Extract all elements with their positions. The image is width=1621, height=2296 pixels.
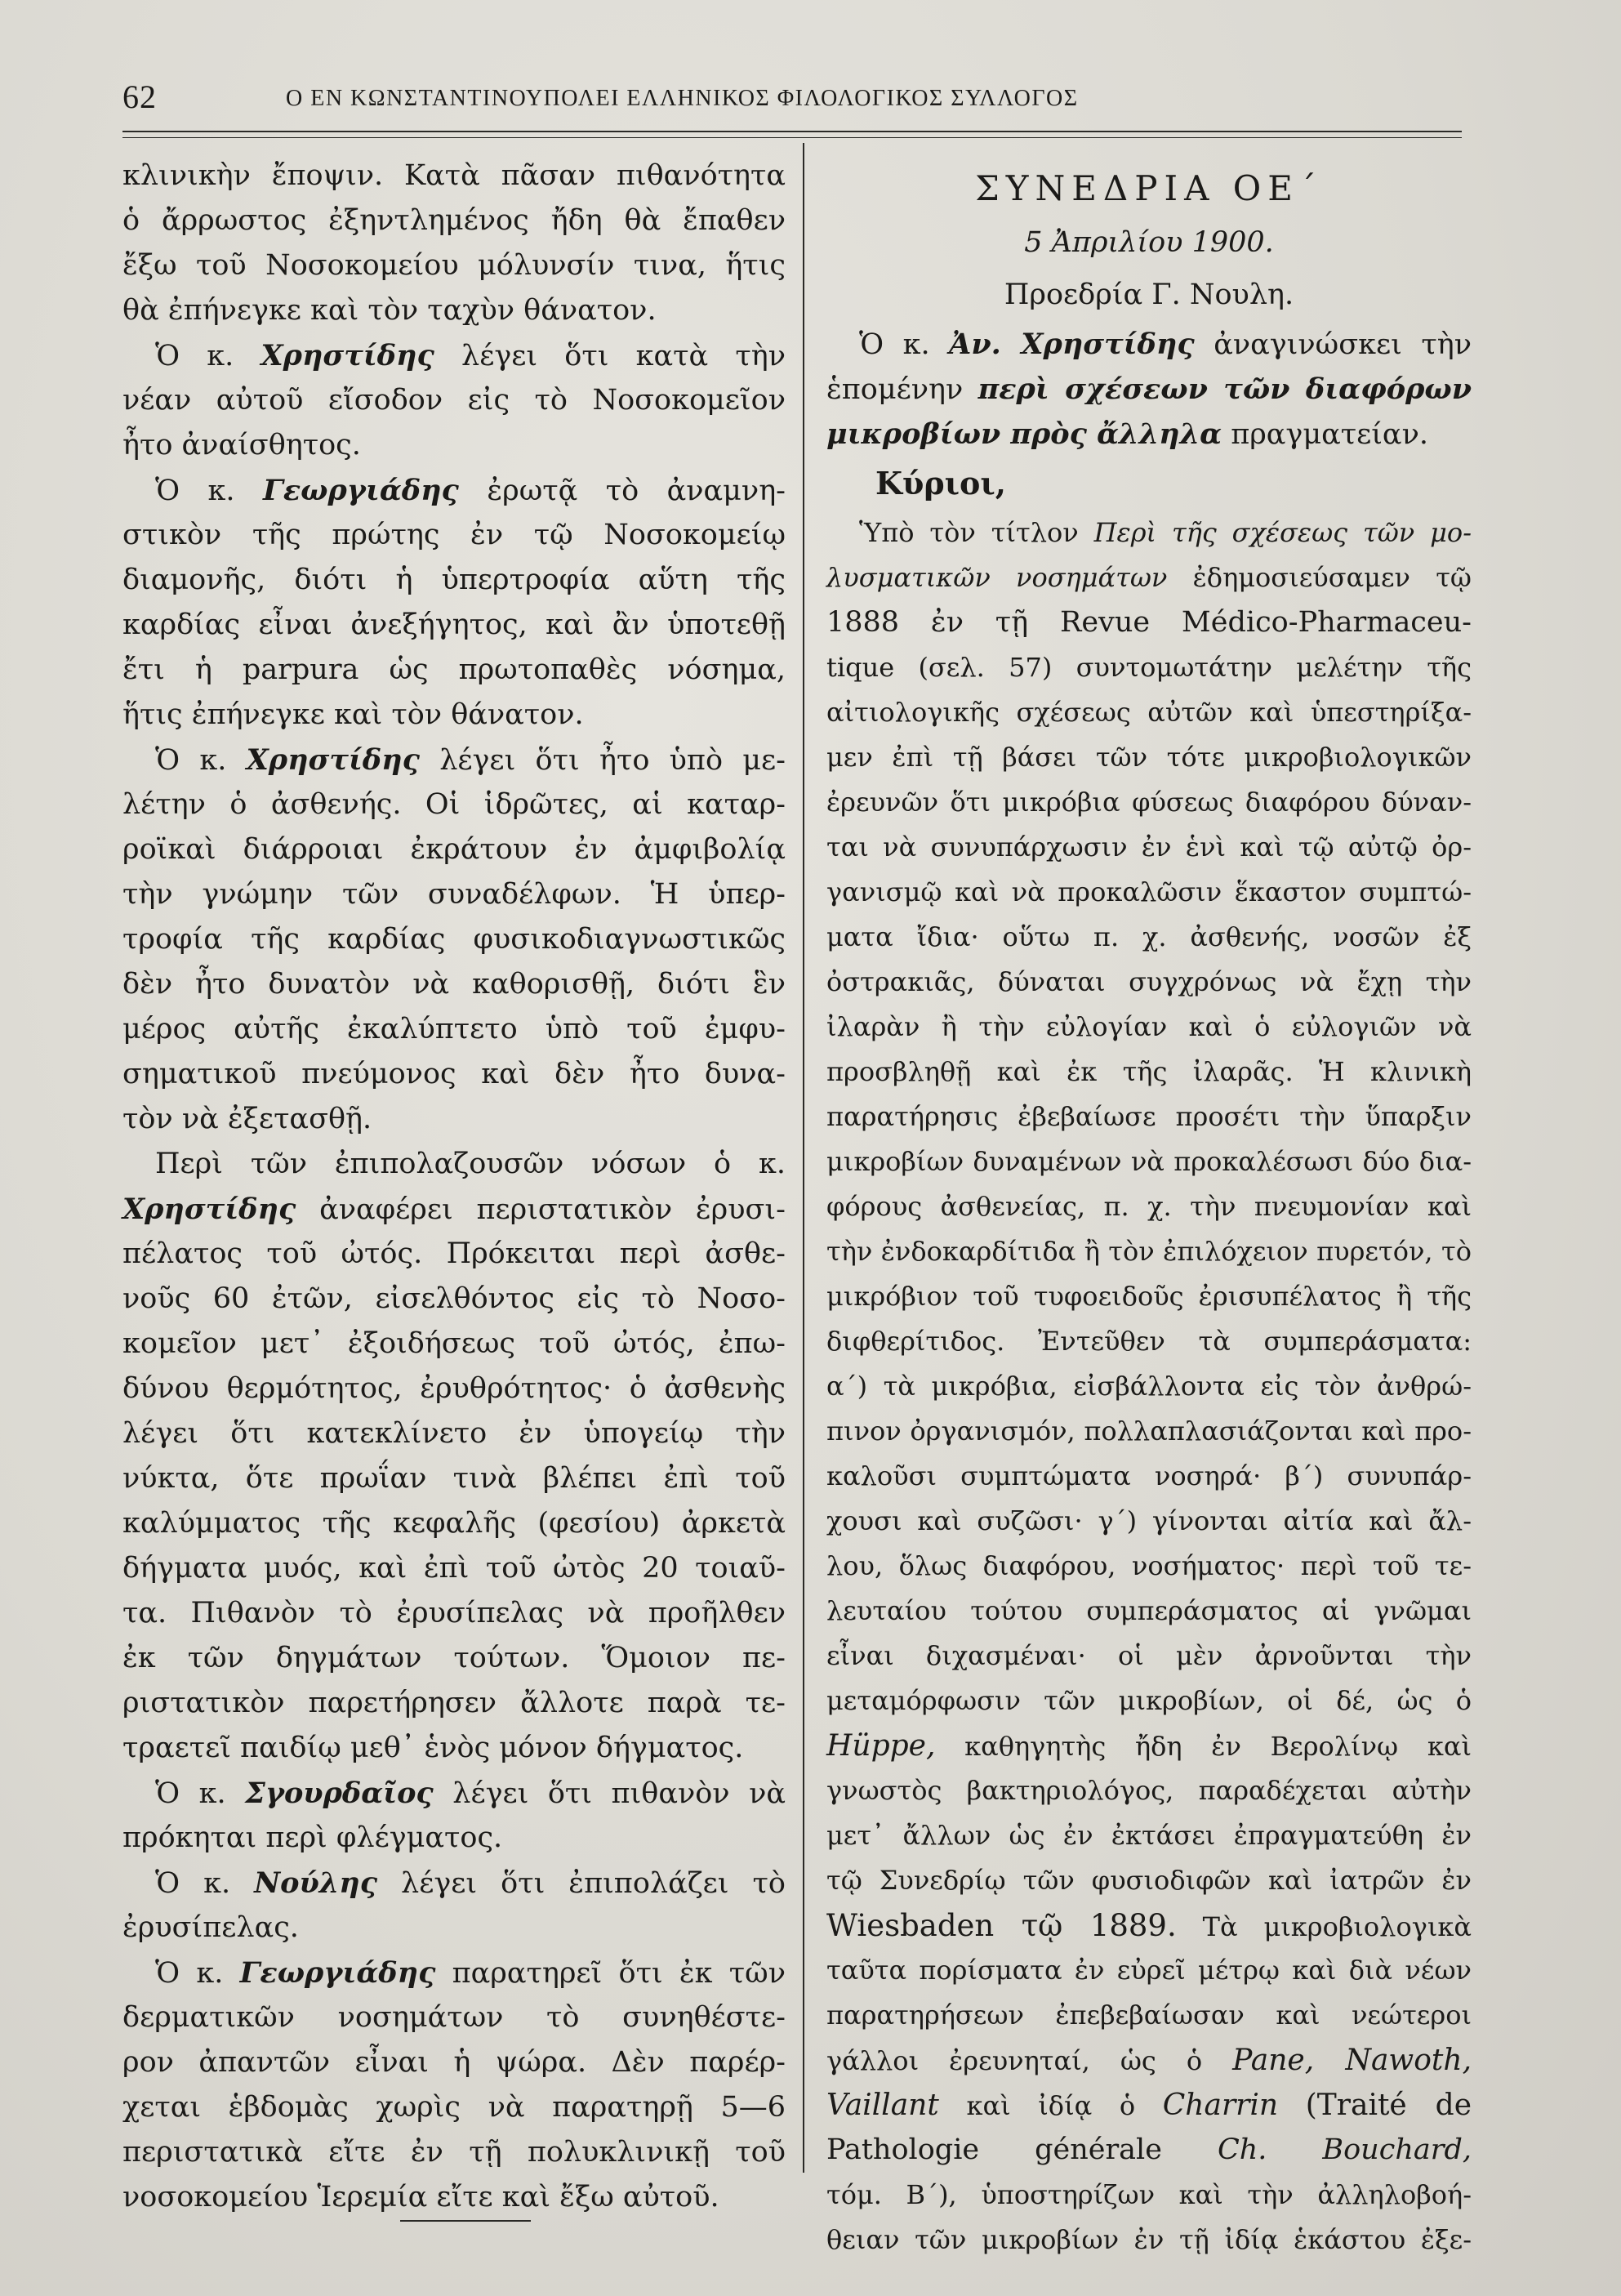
text-fragment: πραγματείαν. [1231,418,1428,451]
text-line: προσβληθῇ καὶ ἐκ τῆς ἰλαρᾶς. Ἡ κλινικὴ [826,1056,1472,1087]
text-line: πέλατος τοῦ ὠτός. Πρόκειται περὶ ἀσθε- [122,1237,786,1270]
speaker-prefix: Ὁ κ. [155,1777,226,1810]
text-line [122,333,786,378]
session-presidency: Προεδρία Γ. Νουλη. [1004,279,1294,311]
speaker-name: Χρηστίδης [246,743,420,777]
text-line: λου, ὅλως διαφόρου, νοσήματος· περὶ τοῦ τε- [826,1550,1472,1581]
text-line: τροφία τῆς καρδίας φυσικοδιαγνωστικῶς [122,923,786,956]
text-line: νύκτα, ὅτε πρωΐαν τινὰ βλέπει ἐπὶ τοῦ [122,1462,786,1495]
text-fragment: λέγει ὅτι ἐπιπολάζει τὸ [401,1867,786,1900]
text-line: ματα ἴδια· οὕτω π. χ. ἀσθενής, νοσῶν ἐξ [826,921,1472,952]
text-line: αἰτιολογικῆς σχέσεως αὐτῶν καὶ ὑπεστηρίξα- [826,697,1472,728]
speaker-prefix: Ὁ κ. [155,1867,231,1900]
text-line: δερματικῶν νοσημάτων τὸ συνηθέστε- [122,2001,786,2034]
text-line: πρόκηται περὶ φλέγματος. [122,1821,503,1854]
text-fragment: λέγει ὅτι ἦτο ὑπὸ με- [439,744,786,777]
text-line: λευταίου τούτου συμπεράσματος αἱ γνῶμαι [826,1595,1472,1626]
text-line: ταῦτα πορίσματα ἐν εὐρεῖ μέτρῳ καὶ διὰ νέων [826,1955,1472,1986]
text-line: μεν ἐπὶ τῇ βάσει τῶν τότε μικροβιολογικῶν [826,742,1472,773]
text-line: τα. Πιθανὸν τὸ ἐρυσίπελας νὰ προῆλθεν [122,1597,786,1629]
text-line [826,1723,1472,1768]
footnote-rule [400,2220,531,2222]
text-fragment: γάλλοι ἐρευνηταί, ὡς ὁ [826,2045,1203,2076]
text-fragment: ἐδημοσιεύσαμεν τῷ [1192,562,1472,593]
text-fragment: λέγει ὅτι πιθανὸν νὰ [452,1777,786,1810]
text-fragment: ἀναφέρει περιστατικὸν ἐρυσι- [319,1193,786,1226]
text-line: ὀστρακιᾶς, δύναται συγχρόνως νὰ ἔχῃ τὴν [826,966,1472,997]
text-line: γανισμῷ καὶ νὰ προκαλῶσιν ἕκαστον συμπτώ- [826,876,1472,907]
text-line: ρον ἀπαντῶν εἶναι ἡ ψώρα. Δὲν παρέρ- [122,2046,786,2079]
text-line: πινον ὀργανισμόν, πολλαπλασιάζονται καὶ προ- [826,1415,1472,1447]
speaker-prefix: Ὁ κ. [859,328,930,361]
person-name: Hüppe, [826,1729,936,1763]
text-line: ριστατικὸν παρετήρησεν ἄλλοτε παρὰ τε- [122,1687,786,1719]
text-line [122,468,786,513]
speaker-prefix: Ὁ κ. [155,340,234,372]
header-rule-secondary [122,137,1462,138]
speaker-prefix: Ὁ κ. [155,1957,224,1990]
text-line [826,367,1472,412]
text-line: καλοῦσι συμπτώματα νοσηρά· β΄) συνυπάρ- [826,1460,1472,1491]
text-line: τὴν ἐνδοκαρδίτιδα ἢ τὸν ἐπιλόχειον πυρετόν, τὸ [826,1236,1472,1267]
text-line: νοσοκομείου Ἱερεμία εἴτε καὶ ἔξω αὐτοῦ. [122,2181,719,2214]
text-line: ἐρευνῶν ὅτι μικρόβια φύσεως διαφόρου δύναν- [826,787,1472,818]
text-line: ὁ ἄρρωστος ἐξηντλημένος ἤδη θὰ ἔπαθεν [122,204,786,237]
text-fragment: (Traité de [1305,2089,1472,2122]
text-line: νέαν αὐτοῦ εἴσοδον εἰς τὸ Νοσοκομεῖον [122,384,786,417]
text-fragment: καθηγητὴς ἤδη ἐν Βερολίνῳ καὶ [964,1731,1472,1762]
text-line [826,322,1472,367]
header-rule [122,131,1462,132]
text-fragment: Ὑπὸ τὸν τίτλον [859,517,1079,548]
text-line: λέτην ὁ ἀσθενής. Οἱ ἱδρῶτες, αἱ καταρ- [122,788,786,821]
page-number: 62 [122,78,157,115]
text-line: tique (σελ. 57) συντομωτάτην μελέτην τῆς [826,652,1472,683]
salutation: Κύριοι, [875,465,1007,502]
speaker-prefix: Ὁ κ. [155,744,227,777]
text-line [122,1950,786,1995]
person-name: Vaillant [826,2089,939,2122]
text-line: δύνου θερμότητος, ἐρυθρότητος· ὁ ἀσθενὴς [122,1372,786,1405]
text-fragment: καὶ ἰδίᾳ ὁ [966,2090,1136,2121]
speaker-name: Νούλης [254,1866,378,1900]
text-line: ἥτις ἐπήνεγκε καὶ τὸν θάνατον. [122,698,584,731]
text-fragment: παρατηρεῖ ὅτι ἐκ τῶν [452,1957,786,1990]
text-fragment: Τὰ μικροβιολογικὰ [1202,1911,1472,1942]
text-line: μικρόβιον τοῦ τυφοειδοῦς ἐρισυπέλατος ἢ τῆς [826,1281,1472,1312]
text-line: κλινικὴν ἔποψιν. Κατὰ πᾶσαν πιθανότητα [122,159,786,192]
cited-title: λυσματικῶν νοσημάτων [826,562,1168,593]
text-line [826,2038,1472,2083]
text-line: διαμονῆς, διότι ἡ ὑπερτροφία αὕτη τῆς [122,564,786,596]
text-fragment: ἐρωτᾷ τὸ ἀναμνη- [487,475,786,507]
session-date: 5 Ἀπριλίου 1900. [1024,226,1274,259]
speaker-name: Ἀν. Χρηστίδης [949,328,1195,361]
speaker-name: Χρηστίδης [122,1193,296,1226]
person-name: Charrin [1162,2089,1279,2122]
speaker-name: Σγουρδαῖος [245,1777,434,1810]
speaker-name: Γεωργιάδης [239,1956,436,1990]
text-line: τραετεῖ παιδίῳ μεθ᾽ ἑνὸς μόνον δήγματος. [122,1732,744,1764]
text-line: ἔτι ἡ parpura ὡς πρωτοπαθὲς νόσημα, [122,653,786,686]
text-line: λέγει ὅτι κατεκλίνετο ἐν ὑπογείῳ τὴν [122,1417,786,1450]
text-line: χουσι καὶ συζῶσι· γ΄) γίνονται αἰτία καὶ ἄλ- [826,1505,1472,1536]
text-line: τόμ. Β΄), ὑποστηρίζων καὶ τὴν ἀλληλοβοή- [826,2179,1472,2210]
text-line: ἰλαρὰν ἢ τὴν εὐλογίαν καὶ ὁ εὐλογιῶν νὰ [826,1011,1472,1042]
text-line: τὴν γνώμην τῶν συναδέλφων. Ἡ ὑπερ- [122,878,786,911]
text-line: ἐρυσίπελας. [122,1911,299,1944]
text-line: ται νὰ συνυπάρχωσιν ἐν ἑνὶ καὶ τῷ αὐτῷ ὀρ- [826,831,1472,863]
column-divider [803,143,804,2173]
text-line: μεταμόρφωσιν τῶν μικροβίων, οἱ δέ, ὡς ὁ [826,1685,1472,1716]
text-line [826,510,1472,555]
text-line: τὸν νὰ ἐξετασθῇ. [122,1103,372,1135]
session-title: ΣΥΝΕΔΡΙΑ ΟΕ΄ [975,168,1323,208]
text-line: μέρος αὐτῆς ἐκαλύπτετο ὑπὸ τοῦ ἐμφυ- [122,1013,786,1045]
text-line: γνωστὸς βακτηριολόγος, παραδέχεται αὐτὴν [826,1775,1472,1806]
text-fragment: Wiesbaden τῷ 1889. [826,1908,1177,1943]
page-header [122,78,1462,127]
text-line: θὰ ἐπήνεγκε καὶ τὸν ταχὺν θάνατον. [122,294,657,327]
text-line: εἶναι διχασμέναι· οἱ μὲν ἀρνοῦνται τὴν [826,1640,1472,1671]
text-line: θειαν τῶν μικροβίων ἐν τῇ ἰδίᾳ ἑκάστου ἐξε- [826,2224,1472,2255]
text-line: χεται ἑβδομὰς χωρὶς νὰ παρατηρῇ 5—6 [122,2091,786,2124]
text-line: 1888 ἐν τῇ Revue Médico-Pharmaceu- [826,606,1472,639]
text-line: α΄) τὰ μικρόβια, εἰσβάλλοντα εἰς τὸν ἀνθρώ- [826,1371,1472,1402]
text-line: καλύμματος τῆς κεφαλῆς (φεσίου) ἀρκετὰ [122,1507,786,1540]
text-line: παρατήρησις ἐβεβαίωσε προσέτι τὴν ὕπαρξιν [826,1101,1472,1132]
text-line [826,2083,1472,2128]
text-fragment: ἑπομένην [826,373,964,406]
text-line: κομεῖον μετ᾽ ἐξοιδήσεως τοῦ ὠτός, ἐπω- [122,1327,786,1360]
text-line: ἦτο ἀναίσθητος. [122,429,361,461]
text-fragment: ἀναγινώσκει τὴν [1214,328,1472,361]
cited-title: Περὶ τῆς σχέσεως τῶν μο- [1093,517,1472,548]
text-line [826,555,1472,600]
text-line [826,2128,1472,2173]
text-line [122,738,786,782]
text-line [122,1861,786,1906]
speaker-name: Χρηστίδης [261,339,434,372]
speaker-prefix: Ὁ κ. [155,475,235,507]
text-line [122,1187,786,1232]
text-line: σηματικοῦ πνεύμονος καὶ δὲν ἦτο δυνα- [122,1058,786,1090]
text-line: μετ᾽ ἄλλων ὡς ἐν ἐκτάσει ἐπραγματεύθη ἐν [826,1820,1472,1851]
paper-title: περὶ σχέσεων τῶν διαφόρων [977,372,1472,406]
text-line: περιστατικὰ εἴτε ἐν τῇ πολυκλινικῇ τοῦ [122,2136,786,2169]
text-line: στικὸν τῆς πρώτης ἐν τῷ Νοσοκομείῳ [122,519,786,551]
text-fragment: Pathologie générale [826,2133,1162,2166]
speaker-name: Γεωργιάδης [263,474,459,507]
text-line: μικροβίων δυναμένων νὰ προκαλέσωσι δύο δια- [826,1146,1472,1177]
text-fragment: λέγει ὅτι κατὰ τὴν [461,340,786,372]
text-line: νοῦς 60 ἐτῶν, εἰσελθόντος εἰς τὸ Νοσο- [122,1282,786,1315]
text-line [122,1771,786,1816]
text-line: ροϊκαὶ διάρροιαι ἐκράτουν ἐν ἀμφιβολίᾳ [122,833,786,866]
text-line [826,1903,1472,1948]
person-name: Pane, Nawoth, [1232,2044,1472,2077]
text-line: Περὶ τῶν ἐπιπολαζουσῶν νόσων ὁ κ. [155,1148,786,1180]
text-line: παρατηρήσεων ἐπεβεβαίωσαν καὶ νεώτεροι [826,2000,1472,2031]
text-line: ἔξω τοῦ Νοσοκομείου μόλυνσίν τινα, ἥτις [122,249,786,282]
person-name: Ch. Bouchard, [1217,2133,1472,2166]
text-line [826,412,1472,457]
paper-title: μικροβίων πρὸς ἄλληλα [826,417,1222,451]
text-line: δὲν ἦτο δυνατὸν νὰ καθορισθῇ, διότι ἓν [122,968,786,1001]
right-column [826,154,1472,2263]
text-line: τῷ Συνεδρίῳ τῶν φυσιοδιφῶν καὶ ἰατρῶν ἐν [826,1865,1472,1896]
text-line: δήγματα μυός, καὶ ἐπὶ τοῦ ὠτὸς 20 τοιαῦ- [122,1552,786,1585]
left-column [122,154,786,2220]
running-head: Ο ΕΝ ΚΩΝΣΤΑΝΤΙΝΟΥΠΟΛΕΙ ΕΛΛΗΝΙΚΟΣ ΦΙΛΟΛΟΓΙΚΟΣ ΣΥΛΛΟΓΟΣ [286,86,1079,111]
text-line: διφθερίτιδος. Ἐντεῦθεν τὰ συμπεράσματα: [826,1326,1472,1357]
text-line: ἐκ τῶν δηγμάτων τούτων. Ὅμοιον πε- [122,1642,786,1674]
text-line: φόρους ἀσθενείας, π. χ. τὴν πνευμονίαν καὶ [826,1191,1472,1222]
text-line: καρδίας εἶναι ἀνεξήγητος, καὶ ἂν ὑποτεθῇ [122,609,786,641]
